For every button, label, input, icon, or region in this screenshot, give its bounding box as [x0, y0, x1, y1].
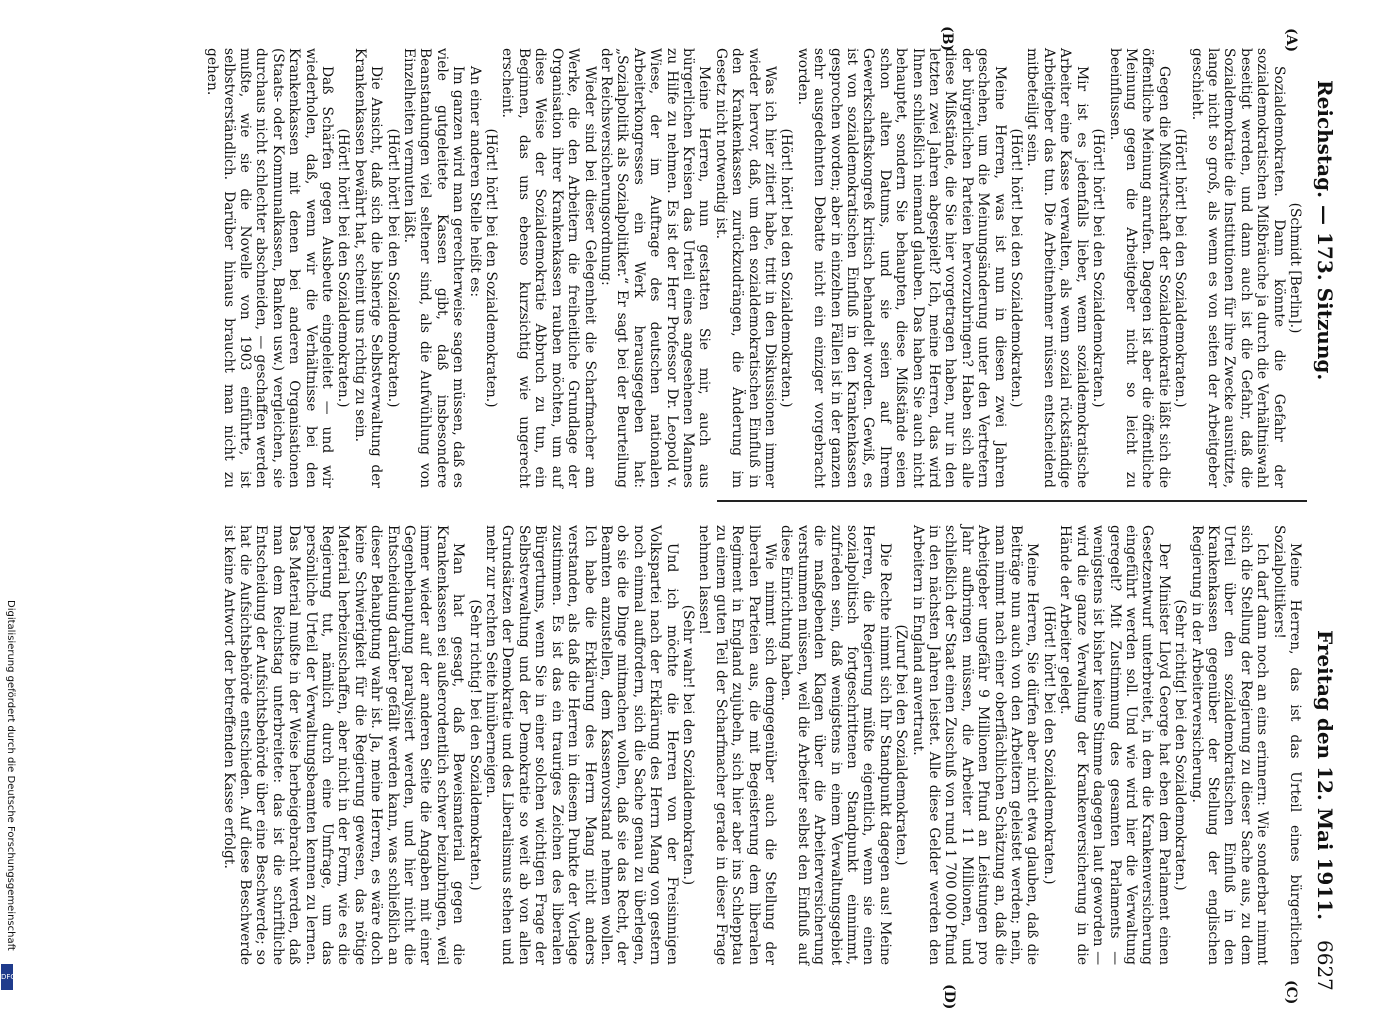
paragraph: Der Minister Lloyd George hat eben dem Parlament einen Gesetzentwurf unterbreitet, in dem die Krankenversicherung eingeführt werden soll. Und wie wird hier die Verwaltung geregelt? Mit Zustimmung des gesamten Parlaments — wenigstens ist bisher keine Stimme dagegen laut geworden — wird die ganze Verwaltung der Krankenversicherung in die Hände der Arbeiter gelegt.	[1057, 525, 1172, 965]
interjection: (Hört! hört! bei den Sozialdemokraten.)	[1040, 605, 1057, 885]
imprint-text: Digitalisierung gefördert durch die Deutsche Forschungsgemeinschaft	[5, 600, 16, 951]
paragraph: Und ich möchte die Herren von der Freisinnigen Volkspartei nach der Erklärung des Herrn Mang von gestern noch einmal auffordern, sich die Sache genau zu überlegen, ob sie die Dinge mitmachen wollen, daß sie das Recht, der Beamten anzustellen, dem Kassenvorstand nehmen wollen. Ich habe die Erklärung des Herrn Mang nicht anders verstanden, als daß die Herren in diesem Punkte der Vorlage zustimmen. Es ist das ein trauriges Zeichen des liberalen Bürgertums, wenn Sie in einer solchen wichtigen Frage der Selbstverwaltung und der Demokratie so weit ab von allen Grundsätzen der Demokratie und des Liberalismus stehen und mehr zur rechten Seite hinüberneigen.	[483, 525, 680, 965]
paragraph: Sozialdemokraten. Dann könnte die Gefahr der sozialdemokratischen Mißbräuche ja durch die Verhältniswahl beseitigt werden, und dann auch ist die Gefahr, daß die Sozialdemokratie die Institutionen für ihre Zwecke ausnützte, lange nicht so groß, als wenn es von seiten der Arbeitgeber geschieht.	[1188, 48, 1287, 488]
header-right: Freitag den 12. Mai 1911.	[1313, 630, 1337, 921]
paragraph: Wie nimmt sich demgegenüber auch die Stellung der liberalen Parteien aus, die mit Begeisterung dem liberalen Regiment in England zujubeln, sich hier aber ins Schlepptau zu einem guten Teil der Scharfmacher gerade in dieser Frage nehmen lassen!	[696, 525, 778, 965]
paragraph: Die Ansicht, daß sich die bisherige Selbstverwaltung der Krankenkassen bewährt hat, scheint uns richtig zu sein.	[351, 48, 385, 488]
interjection: (Hört! hört! bei den Sozialdemokraten.)	[335, 128, 352, 408]
margin-letter-c: (C)	[1283, 980, 1299, 1005]
margin-letter-b: (B)	[939, 26, 955, 52]
interjection: (Zuruf bei den Sozialdemokraten.)	[893, 624, 910, 866]
interjection: (Hört! hört! bei den Sozialdemokraten.)	[483, 128, 500, 408]
page-header	[1305, 0, 1345, 1000]
interjection: (Hört! hört! bei den Sozialdemokraten.)	[778, 128, 795, 408]
paragraph: Man hat gesagt, daß Beweismaterial gegen die Krankenkassen sei außerordentlich schwer beizubringen, weil immer wieder auf der anderen Seite die Angaben mit einer Gegenbehauptung paralysiert werden, und hier nicht die Entscheidung darüber gefällt werden kann, was schließlich an dieser Behauptung wahr ist. Ja, meine Herren, es wäre doch keine Schwierigkeit für die Regierung gewesen, das nötige Material herbeizuschaffen, aber nicht in der Form, wie es die Regierung tut, nämlich durch eine Umfrage, um das persönliche Urteil der Verwaltungsbeamten kennen zu lernen. Das Material mußte in der Weise herbeigebracht werden, daß man dem Reichstag unterbreitete: das ist die schriftliche Entscheidung der Aufsichtsbehörde über eine Beschwerde; so hat die Aufsichtsbehörde entschieden. Auf diese Beschwerde ist keine Antwort der betreffenden Kasse erfolgt.	[220, 525, 467, 965]
interjection: (Hört! hört! bei den Sozialdemokraten.)	[384, 128, 401, 408]
interjection: (Hört! hört! bei den Sozialdemokraten.)	[1008, 128, 1025, 408]
paragraph: Wieder sind bei dieser Gelegenheit die Scharfmacher am Werke, die den Arbeitern die freiheitliche Grundlage der Organisation ihrer Krankenkassen rauben möchten, um auf diese Weise der Sozialdemokratie Abbruch zu tun, ein Beginnen, das uns ebenso kurzsichtig wie ungerecht erscheint.	[499, 48, 598, 488]
left-column	[204, 48, 1303, 488]
paragraph: Meine Herren, nun gestatten Sie mir, auch aus bürgerlichen Kreisen das Urteil eines angesehenen Mannes zu Hilfe zu nehmen. Es ist der Herr Professor Dr. Leopold v. Wiese, der im Auftrage des deutschen nationalen Arbeiterkongresses ein Werk herausgegeben hat: „Sozialpolitik als Sozialpolitiker.“ Er sagt bei der Beurteilung der Reichsversicherungsordnung:	[597, 48, 713, 488]
paragraph: Gegen die Mißwirtschaft der Sozialdemokratie läßt sich die öffentliche Meinung anrufen. Dagegen ist aber die öffentliche Meinung gegen die Arbeitgeber nicht so leicht zu beeinflussen.	[1106, 48, 1172, 488]
interjection: (Hört! hört! bei den Sozialdemokraten.)	[1172, 128, 1189, 408]
column-divider	[717, 500, 1307, 502]
margin-letter-a: (A)	[1283, 28, 1299, 53]
interjection: (Sehr richtig! bei den Sozialdemokraten.)	[466, 599, 483, 891]
margin-letter-d: (D)	[941, 984, 957, 1009]
interjection: (Sehr wahr! bei den Sozialdemokraten.)	[679, 604, 696, 886]
paragraph: Daß Schärfen gegen Ausbeute eingeleitet — und wir wiederholen, daß, wenn wir die Verhältnisse bei den Krankenkassen mit denen bei anderen Organisationen (Staats- oder Kommunalkassen, Banken usw.) vergleichen, sie durchaus nicht schlechter abschneiden, — geschaffen werden mußte, wie sie die Novelle von 1903 einführte, ist selbstverständlich. Darüber hinaus braucht man nicht zu gehen.	[204, 48, 336, 488]
paragraph: Was ich hier zitiert habe, tritt in den Diskussionen immer wieder hervor, daß, um den sozialdemokratischen Einfluß in den Krankenkassen zurückzudrängen, die Änderung im Gesetz nicht notwendig ist.	[712, 48, 778, 488]
right-column	[220, 525, 1303, 965]
paragraph: An einer anderen Stelle heißt es:	[466, 66, 483, 298]
paragraph: Im ganzen wird man gerechterweise sagen müssen, daß es viele gutgeleitete Kassen gibt, daß insbesondere Beanstandungen viel seltener sind, als die Aufwühlung von Einzelheiten vermuten läßt.	[401, 48, 467, 488]
paragraph: Ich darf dann noch an eins erinnern: Wie sonderbar nimmt sich die Stellung der Regierung zu dieser Sache aus, zu dem Urteil über den sozialdemokratischen Einfluß in den Krankenkassen gegenüber der Stellung der englischen Regierung in der Arbeiterversicherung.	[1188, 525, 1271, 965]
paragraph: Die Rechte nimmt sich Ihr Standpunkt dagegen aus! Meine Herren, die Regierung müßte eigentlich, wenn sie einen sozialpolitisch fortgeschrittenen Standpunkt einnimmt, zufrieden sein, daß wenigstens in einem Verwaltungsgebiet die maßgebenden Klagen über die Arbeiterversicherung verstummen müssen, weil die Arbeiter selbst den Einfluß auf diese Einrichtung haben.	[778, 525, 893, 965]
paragraph: Meine Herren, was ist nun in diesen zwei Jahren geschehen, um die Meinungsänderung unter den Vertretern der bürgerlichen Parteien hervorzubringen? Haben sich alle diese Mißstände, die Sie hier vorgetragen haben, nur in den letzten zwei Jahren abgespielt? Ich, meine Herren, das wird Ihnen schließlich niemand glauben. Das haben Sie auch nicht behauptet, sondern Sie behaupten, diese Mißstände seien schon alten Datums, und sie seien auf Ihrem Gewerkschaftskongreß kritisch behandelt worden. Gewiß, es ist von sozialdemokratischen Einfluß in den Krankenkassen gesprochen worden; aber in einzelnen Fällen ist in der ganzen sehr ausgedehnten Debatte nicht ein einziger vorgebracht worden.	[794, 48, 1008, 488]
page-number: 6627	[1313, 940, 1337, 991]
interjection: (Sehr richtig! bei den Sozialdemokraten.)	[1172, 599, 1189, 891]
funding-imprint	[2, 600, 16, 990]
paragraph: Meine Herren, Sie dürfen aber nicht etwa glauben, daß die Beiträge nun auch von den Arbeitern geleistet werden; nein, man nimmt nach einer oberflächlichen Schätzung an, daß die Arbeitgeber ungefähr 9 Millionen Pfund an Leistungen pro Jahr aufbringen müssen, die Arbeiter 11 Millionen, und schließlich der Staat einen Zuschuß von rund 1 700 000 Pfund in den nächsten Jahren leistet. Alle diese Gelder werden den Arbeitern in England anvertraut.	[909, 525, 1041, 965]
header-left: Reichstag. — 173. Sitzung.	[1313, 80, 1337, 381]
interjection: (Hört! hört! bei den Sozialdemokraten.)	[1090, 128, 1107, 408]
paragraph: Meine Herren, das ist das Urteil eines bürgerlichen Sozialpolitikers!	[1270, 525, 1303, 965]
paragraph: Mir ist es jedenfalls lieber, wenn sozialdemokratische Arbeiter eine Kasse verwalten, als wenn sozial rückständige Arbeitgeber das tun. Die Arbeitnehmer müssen entscheidend mitbeteiligt sein.	[1024, 48, 1090, 488]
dfg-logo-icon: DFG	[1, 964, 13, 990]
interjection: (Schmidt [Berlin].)	[1287, 202, 1303, 334]
